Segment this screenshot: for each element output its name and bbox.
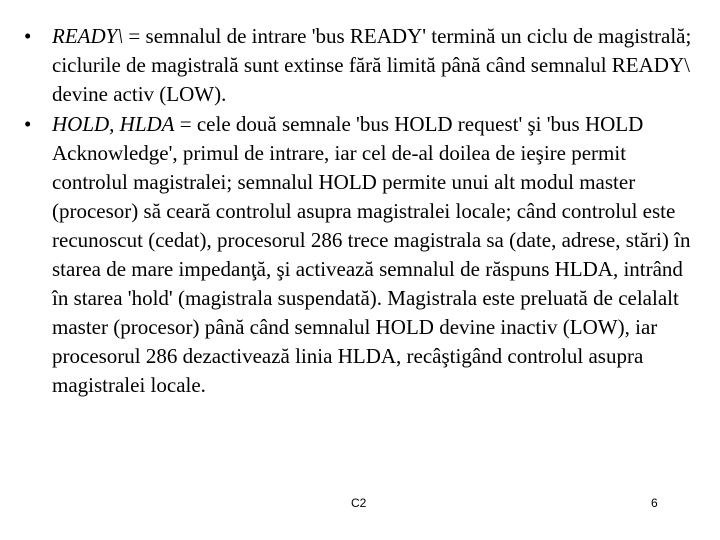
bullet-text: = cele două semnale 'bus HOLD request' şi 'bus HOLD Acknowledge', primul de intrare, iar cel de-al doilea de ieşire permit controlul magistralei; semnalul HOLD permite unui alt modul master (procesor) să ceară controlul asupra magistralei locale; când controlul este recunoscut (cedat), procesorul 286 trece magistrala sa (date, adrese, stări) în starea de mare impedanţă, şi activează semnalul de răspuns HLDA, intrând în starea 'hold' (magistrala suspendată). Magistrala este preluată de celalalt master (procesor) până când semnalul HOLD devine inactiv (LOW), iar procesorul 286 dezactivează linia HLDA, recâştigând controlul asupra magistralei locale.	[52, 112, 691, 397]
bullet-item-ready	[24, 22, 694, 109]
bullet-marker: •	[24, 24, 32, 48]
bullet-term: READY\	[52, 24, 124, 48]
footer-label: C2	[351, 496, 367, 510]
bullet-list	[24, 22, 694, 401]
bullet-marker: •	[24, 112, 32, 136]
bullet-item-hold-hlda	[24, 110, 694, 400]
bullet-text: = semnalul de intrare 'bus READY' termină un ciclu de magistrală; ciclurile de magistrală sunt extinse fără limită până când semnalul READY\ devine activ (LOW).	[52, 24, 692, 106]
bullet-term: HOLD, HLDA	[52, 112, 175, 136]
page-number: 6	[651, 496, 658, 510]
